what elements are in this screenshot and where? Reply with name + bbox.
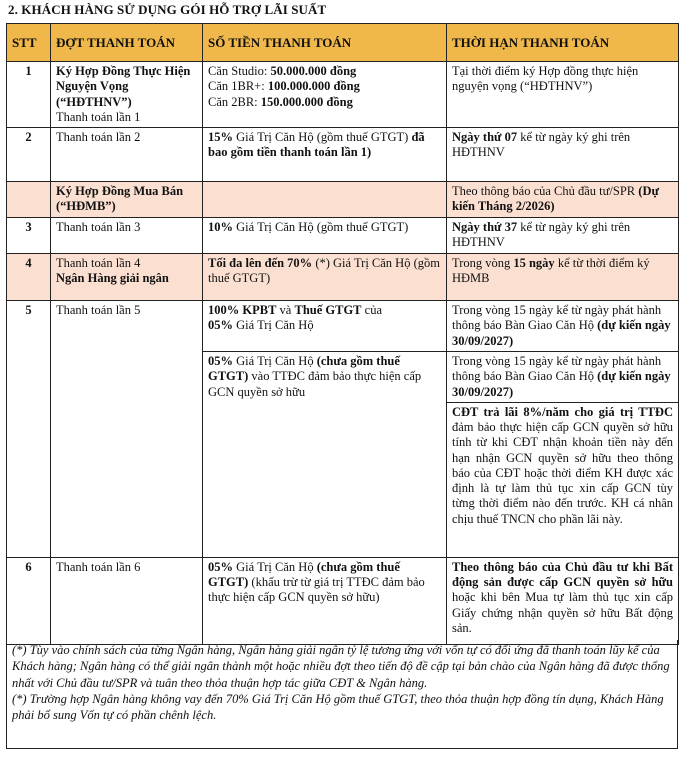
stage-cell: Thanh toán lần 3 — [51, 218, 203, 254]
row-number: 6 — [7, 557, 51, 644]
time-cell: Ngày thứ 07 kể từ ngày ký ghi trên HĐTHNV — [447, 128, 679, 182]
amount-cell: 100% KPBT và Thuế GTGT của 05% Giá Trị Căn Hộ — [203, 301, 447, 352]
stage-title: Ký Hợp Đồng Thực Hiện Nguyện Vọng (“HĐTHNV”) — [56, 64, 191, 109]
header-amount: SỐ TIỀN THANH TOÁN — [203, 24, 447, 62]
header-stage: ĐỢT THANH TOÁN — [51, 24, 203, 62]
row-number: 2 — [7, 128, 51, 182]
row-number: 4 — [7, 254, 51, 301]
stage-cell: Thanh toán lần 5 — [51, 301, 203, 558]
stage-label: Thanh toán lần 1 — [56, 109, 141, 124]
time-cell: Trong vòng 15 ngày kể từ thời điểm ký HĐMB — [447, 254, 679, 301]
table-row — [7, 128, 679, 182]
stage-cell: Thanh toán lần 6 — [51, 557, 203, 644]
table-row — [7, 254, 679, 301]
amount-line: Căn 2BR: 150.000.000 đồng — [208, 94, 353, 109]
footnote: (*) Trường hợp Ngân hàng không vay đến 70% Giá Trị Căn Hộ gồm thuế GTGT, theo thỏa thuận hợp đồng tín dụng, Khách Hàng phải bổ sung Vốn tự có phần chênh lệch. — [12, 691, 664, 722]
amount-cell — [203, 182, 447, 218]
amount-cell: 15% Giá Trị Căn Hộ (gồm thuế GTGT) đã bao gồm tiền thanh toán lần 1) — [203, 128, 447, 182]
time-cell: Ngày thứ 37 kể từ ngày ký ghi trên HĐTHNV — [447, 218, 679, 254]
stage-cell — [51, 62, 203, 128]
stage-cell: Ký Hợp Đồng Mua Bán (“HĐMB”) — [51, 182, 203, 218]
row-number: 1 — [7, 62, 51, 128]
time-cell: CĐT trả lãi 8%/năm cho giá trị TTĐC đảm bảo thực hiện cấp GCN quyền sở hữu tính từ khi CĐT nhận khoản tiền này đến hạn nhận GCN quyền sở hữu theo thông báo của CĐT hoặc thời điểm KH được xác định là tự làm thủ tục xin cấp GCN tùy từng thời điểm nào đến trước. KH cá nhân chịu thuế TNCN cho phần lãi này. — [447, 402, 679, 557]
amount-line: Căn Studio: 50.000.000 đồng — [208, 64, 357, 78]
row-number — [7, 182, 51, 218]
row-number: 5 — [7, 301, 51, 558]
time-cell: Theo thông báo của Chủ đầu tư khi Bất động sản được cấp GCN quyền sở hữu hoặc khi bên Mua tự làm thủ tục xin cấp Giấy chứng nhận quyền sở hữu Bất động sản. — [447, 557, 679, 644]
time-cell: Trong vòng 15 ngày kể từ ngày phát hành thông báo Bàn Giao Căn Hộ (dự kiến ngày 30/09/2027) — [447, 352, 679, 403]
table-row — [7, 182, 679, 218]
amount-cell — [203, 62, 447, 128]
payment-schedule-table — [6, 23, 679, 645]
table-row — [7, 62, 679, 128]
time-cell: Trong vòng 15 ngày kể từ ngày phát hành thông báo Bàn Giao Căn Hộ (dự kiến ngày 30/09/2027) — [447, 301, 679, 352]
table-row — [7, 557, 679, 644]
amount-cell: Tối đa lên đến 70% (*) Giá Trị Căn Hộ (gồm thuế GTGT) — [203, 254, 447, 301]
table-row — [7, 301, 679, 352]
amount-line: Căn 1BR+: 100.000.000 đồng — [208, 79, 360, 94]
amount-cell: 05% Giá Trị Căn Hộ (chưa gồm thuế GTGT) vào TTĐC đảm bảo thực hiện cấp GCN quyền sở hữu — [203, 352, 447, 558]
amount-cell: 10% Giá Trị Căn Hộ (gồm thuế GTGT) — [203, 218, 447, 254]
stage-cell: Thanh toán lần 2 — [51, 128, 203, 182]
section-title: 2. KHÁCH HÀNG SỬ DỤNG GÓI HỖ TRỢ LÃI SUẤT — [8, 2, 327, 17]
amount-cell: 05% Giá Trị Căn Hộ (chưa gồm thuế GTGT) (khấu trừ từ giá trị TTĐC đảm bảo thực hiện cấp GCN quyền sở hữu) — [203, 557, 447, 644]
table-row — [7, 218, 679, 254]
header-time: THỜI HẠN THANH TOÁN — [447, 24, 679, 62]
footnotes — [6, 640, 678, 749]
stage-cell: Thanh toán lần 4 Ngân Hàng giải ngân — [51, 254, 203, 301]
time-cell: Tại thời điểm ký Hợp đồng thực hiện nguyện vọng (“HĐTHNV”) — [447, 62, 679, 128]
time-cell: Theo thông báo của Chủ đầu tư/SPR (Dự kiến Tháng 2/2026) — [447, 182, 679, 218]
row-number: 3 — [7, 218, 51, 254]
table-header-row — [7, 24, 679, 62]
header-no: STT — [7, 24, 51, 62]
footnote: (*) Tùy vào chính sách của từng Ngân hàng, Ngân hàng giải ngân tỷ lệ tương ứng với vốn tự có đối ứng đã thanh toán lũy kế của Khách hàng; Ngân hàng có thể giải ngân thành một hoặc nhiều đợt theo tiến độ đề cập tại bản chào của Ngân hàng đã được thống nhất với Chủ đầu tư/SPR và tuân theo thỏa thuận hợp tác giữa CĐT & Ngân hàng. — [12, 643, 670, 690]
